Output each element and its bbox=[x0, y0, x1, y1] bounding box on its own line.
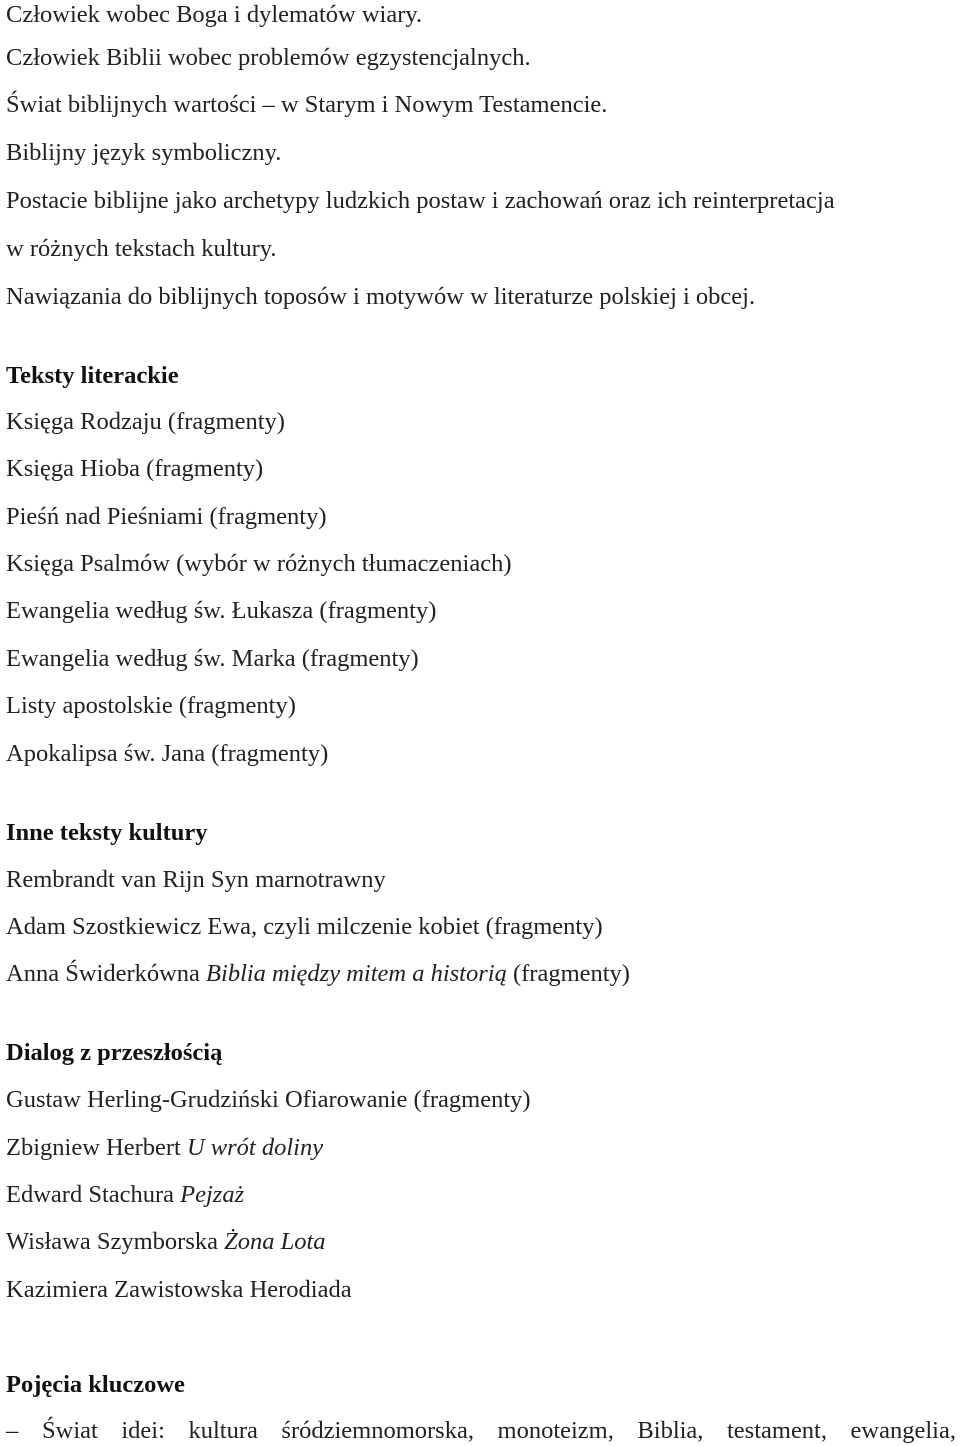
author: Zbigniew Herbert bbox=[6, 1134, 187, 1161]
author: Edward Stachura bbox=[6, 1181, 181, 1208]
section-heading-inne-teksty: Inne teksty kultury bbox=[6, 819, 208, 846]
intro-line: Biblijny język symboliczny. bbox=[6, 139, 282, 166]
list-item bbox=[6, 865, 386, 895]
word: testament, bbox=[726, 1417, 827, 1444]
work-rest: Herodiada bbox=[249, 1276, 352, 1303]
work-rest: (fragmenty) bbox=[506, 960, 630, 987]
list-item bbox=[6, 1180, 244, 1210]
list-item: Księga Hioba (fragmenty) bbox=[6, 455, 264, 482]
section-heading-pojecia: Pojęcia kluczowe bbox=[6, 1371, 185, 1398]
list-item: Księga Psalmów (wybór w różnych tłumaczeniach) bbox=[6, 550, 512, 577]
work-title: Żona Lota bbox=[224, 1228, 326, 1255]
list-item bbox=[6, 1085, 531, 1115]
list-item bbox=[6, 912, 603, 942]
list-item: Ewangelia według św. Łukasza (fragmenty) bbox=[6, 597, 437, 624]
intro-line: w różnych tekstach kultury. bbox=[6, 235, 277, 262]
author: Gustaw Herling-Grudziński bbox=[6, 1086, 285, 1113]
list-item: Listy apostolskie (fragmenty) bbox=[6, 692, 296, 719]
author: Wisława Szymborska bbox=[6, 1228, 225, 1255]
list-item bbox=[6, 1133, 323, 1163]
definition-item bbox=[6, 1416, 956, 1446]
dash-bullet: – bbox=[6, 1417, 19, 1444]
word: kultura bbox=[188, 1417, 258, 1444]
word: ewangelia, bbox=[850, 1417, 956, 1444]
word: monoteizm, bbox=[497, 1417, 614, 1444]
intro-line: Postacie biblijne jako archetypy ludzkich postaw i zachowań oraz ich reinterpretacja bbox=[6, 187, 835, 214]
intro-line: Świat biblijnych wartości – w Starym i Nowym Testamencie. bbox=[6, 91, 608, 118]
list-item bbox=[6, 959, 630, 989]
list-item: Ewangelia według św. Marka (fragmenty) bbox=[6, 645, 419, 672]
list-item bbox=[6, 1275, 352, 1305]
author: Rembrandt van Rijn bbox=[6, 866, 211, 893]
section-heading-teksty-literackie: Teksty literackie bbox=[6, 362, 179, 389]
word: idei: bbox=[121, 1417, 165, 1444]
list-item bbox=[6, 1227, 326, 1257]
work-title: Pejzaż bbox=[180, 1181, 245, 1208]
word: Biblia, bbox=[637, 1417, 704, 1444]
author: Anna Świderkówna bbox=[6, 960, 207, 987]
word: Świat bbox=[42, 1417, 98, 1444]
word: śródziemnomorska, bbox=[281, 1417, 474, 1444]
work-rest: Ofiarowanie (fragmenty) bbox=[284, 1086, 531, 1113]
list-item: Apokalipsa św. Jana (fragmenty) bbox=[6, 740, 329, 767]
author: Kazimiera Zawistowska bbox=[6, 1276, 250, 1303]
work-title: U wrót doliny bbox=[186, 1134, 324, 1161]
work-rest: Ewa, czyli milczenie kobiet (fragmenty) bbox=[207, 913, 603, 940]
section-heading-dialog: Dialog z przeszłością bbox=[6, 1039, 223, 1066]
definition-text bbox=[42, 1416, 956, 1446]
work-title: Biblia między mitem a historią bbox=[206, 960, 507, 987]
intro-line: Człowiek Biblii wobec problemów egzystencjalnych. bbox=[6, 44, 531, 71]
work-rest: Syn marnotrawny bbox=[210, 866, 386, 893]
intro-line: Człowiek wobec Boga i dylematów wiary. bbox=[6, 1, 423, 28]
intro-line: Nawiązania do biblijnych toposów i motywów w literaturze polskiej i obcej. bbox=[6, 283, 756, 310]
author: Adam Szostkiewicz bbox=[6, 913, 208, 940]
list-item: Pieśń nad Pieśniami (fragmenty) bbox=[6, 503, 327, 530]
list-item: Księga Rodzaju (fragmenty) bbox=[6, 408, 285, 435]
